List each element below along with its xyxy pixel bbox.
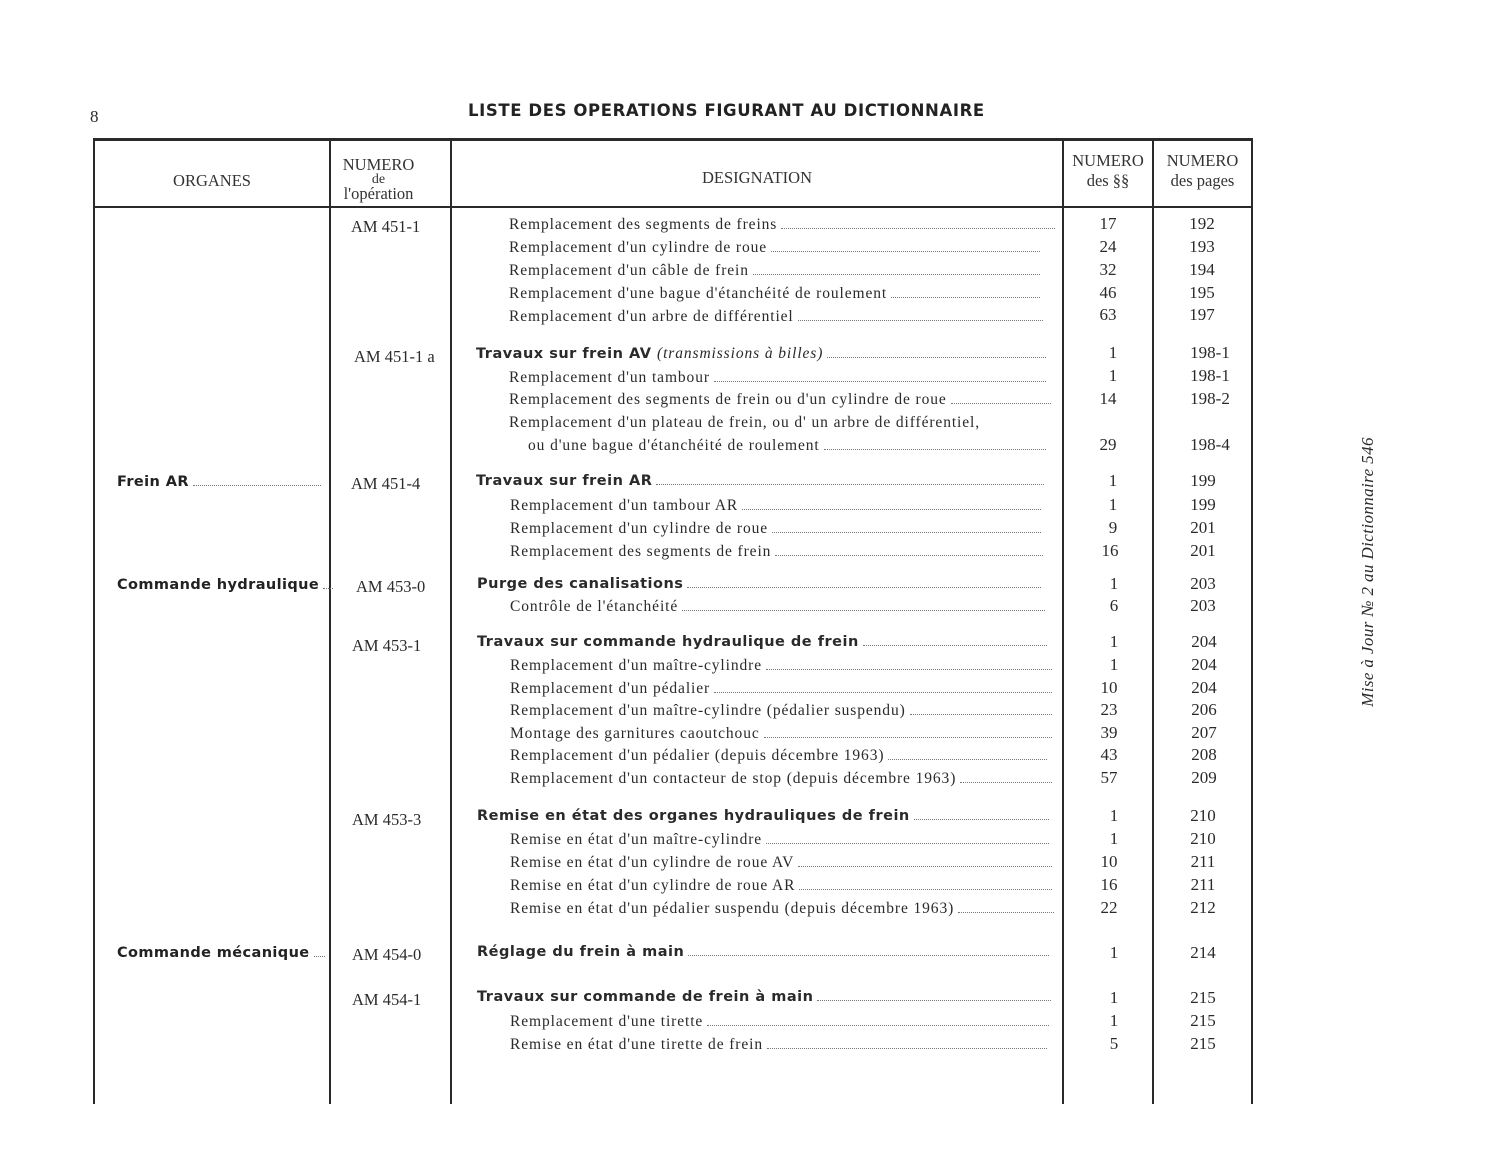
- designation: Remplacement d'un pédalier: [510, 680, 1052, 698]
- header-organes: ORGANES: [173, 171, 251, 190]
- table-top-border: [93, 138, 1253, 141]
- header-numero-operation-line2: de: [371, 172, 386, 187]
- page-reference: 194: [1189, 260, 1215, 279]
- designation: Remplacement d'un pédalier (depuis décembre 1963): [510, 747, 1047, 765]
- designation: Remplacement d'un tambour AR: [510, 497, 1041, 515]
- page-reference: 211: [1190, 852, 1216, 871]
- designation: Remplacement d'un maître-cylindre: [510, 657, 1052, 675]
- page-reference: 203: [1190, 574, 1216, 593]
- designation: Remplacement d'une bague d'étanchéité de roulement: [509, 285, 1040, 303]
- paragraph-number: 23: [1100, 700, 1118, 719]
- designation: Remplacement des segments de frein ou d'un cylindre de roue: [509, 391, 1051, 409]
- paragraph-number: 1: [1109, 574, 1119, 593]
- designation: Remplacement d'un tambour: [509, 369, 1046, 387]
- page-reference: 204: [1191, 632, 1217, 651]
- paragraph-number: 1: [1109, 943, 1119, 962]
- operation-number: AM 454-1: [352, 990, 422, 1009]
- page-reference: 209: [1191, 768, 1217, 787]
- header-designation: DESIGNATION: [702, 168, 812, 187]
- page-reference: 199: [1190, 495, 1216, 514]
- column-divider: [1251, 138, 1253, 1104]
- paragraph-number: 1: [1109, 632, 1119, 651]
- paragraph-number: 46: [1099, 283, 1117, 302]
- paragraph-number: 1: [1109, 655, 1119, 674]
- designation: Remise en état d'un cylindre de roue AR: [510, 877, 1052, 895]
- page-reference: 195: [1189, 283, 1215, 302]
- column-divider: [93, 138, 95, 1104]
- organ-label: Frein AR: [117, 474, 321, 490]
- paragraph-number: 29: [1099, 435, 1117, 454]
- header-numero-pages: [1154, 151, 1251, 191]
- designation: Travaux sur frein AV (transmissions à billes): [476, 345, 1046, 363]
- paragraph-number: 22: [1100, 898, 1118, 917]
- paragraph-number: 1: [1109, 988, 1119, 1007]
- paragraph-number: 16: [1100, 875, 1118, 894]
- paragraph-number: 1: [1108, 471, 1118, 490]
- paragraph-number: 24: [1099, 237, 1117, 256]
- header-numero-operation-line1: NUMERO: [342, 155, 415, 174]
- designation: Travaux sur commande hydraulique de frein: [477, 634, 1047, 650]
- page-number: 8: [90, 107, 99, 126]
- paragraph-number: 1: [1109, 806, 1119, 825]
- page-reference: 204: [1191, 678, 1217, 697]
- operation-number: AM 453-3: [352, 810, 422, 829]
- page-reference: 212: [1190, 898, 1216, 917]
- designation: Remplacement d'un contacteur de stop (depuis décembre 1963): [510, 770, 1052, 788]
- header-numero-paragraphs-line2: des §§: [1086, 171, 1130, 190]
- operation-number: AM 453-1: [352, 636, 422, 655]
- designation: Remise en état d'une tirette de frein: [510, 1036, 1047, 1054]
- header-numero-paragraphs: [1064, 151, 1152, 191]
- operation-number: AM 451-1 a: [354, 347, 435, 366]
- designation: Travaux sur commande de frein à main: [477, 989, 1051, 1005]
- paragraph-number: 6: [1109, 596, 1119, 615]
- designation: Remplacement d'un cylindre de roue: [510, 520, 1041, 538]
- page-reference: 201: [1190, 541, 1216, 560]
- page-reference: 192: [1189, 214, 1215, 233]
- page-reference: 210: [1190, 806, 1216, 825]
- designation: Remplacement d'un cylindre de roue: [509, 239, 1040, 257]
- column-divider: [450, 138, 452, 1104]
- paragraph-number: 16: [1101, 541, 1119, 560]
- paragraph-number: 57: [1100, 768, 1118, 787]
- header-numero-paragraphs-line1: NUMERO: [1072, 151, 1144, 170]
- designation: Remplacement d'un arbre de différentiel: [509, 308, 1043, 326]
- paragraph-number: 9: [1108, 518, 1118, 537]
- paragraph-number: 10: [1100, 678, 1118, 697]
- page-reference: 201: [1190, 518, 1216, 537]
- header-bottom-border: [93, 206, 1253, 208]
- page-reference: 215: [1190, 1034, 1216, 1053]
- page-reference: 199: [1190, 471, 1216, 490]
- designation: Purge des canalisations: [477, 576, 1041, 592]
- paragraph-number: 1: [1108, 366, 1118, 385]
- designation: Réglage du frein à main: [477, 944, 1049, 960]
- column-divider: [329, 138, 331, 1104]
- paragraph-number: 1: [1108, 495, 1118, 514]
- paragraph-number: 32: [1099, 260, 1117, 279]
- paragraph-number: 14: [1099, 389, 1117, 408]
- page-reference: 207: [1191, 723, 1217, 742]
- page-reference: 206: [1191, 700, 1217, 719]
- page-reference: 198-1: [1190, 343, 1230, 362]
- page-reference: 198-4: [1190, 435, 1230, 454]
- designation: Remplacement des segments de freins: [509, 216, 1055, 234]
- paragraph-number: 1: [1109, 829, 1119, 848]
- page-reference: 210: [1190, 829, 1216, 848]
- organ-label: Commande hydraulique: [117, 577, 325, 593]
- operation-number: AM 453-0: [356, 577, 426, 596]
- side-note: Mise à Jour № 2 au Dictionnaire 546: [1358, 437, 1377, 707]
- paragraph-number: 39: [1100, 723, 1118, 742]
- page-reference: 214: [1190, 943, 1216, 962]
- page-reference: 193: [1189, 237, 1215, 256]
- designation: Remise en état des organes hydrauliques de frein: [477, 808, 1049, 824]
- page-reference: 198-2: [1190, 389, 1230, 408]
- paragraph-number: 63: [1099, 305, 1117, 324]
- designation: Remplacement d'une tirette: [510, 1013, 1049, 1031]
- operation-number: AM 451-1: [351, 217, 421, 236]
- paragraph-number: 10: [1100, 852, 1118, 871]
- designation: Montage des garnitures caoutchouc: [510, 725, 1052, 743]
- paragraph-number: 1: [1109, 1011, 1119, 1030]
- paragraph-number: 17: [1099, 214, 1117, 233]
- operation-number: AM 451-4: [351, 474, 421, 493]
- designation: Remise en état d'un cylindre de roue AV: [510, 854, 1052, 872]
- page-title: LISTE DES OPERATIONS FIGURANT AU DICTIONNAIRE: [468, 101, 985, 120]
- designation: Remise en état d'un pédalier suspendu (depuis décembre 1963): [510, 900, 1054, 918]
- page-reference: 204: [1191, 655, 1217, 674]
- page-reference: 198-1: [1190, 366, 1230, 385]
- page-reference: 215: [1190, 988, 1216, 1007]
- header-numero-pages-line1: NUMERO: [1166, 151, 1239, 170]
- column-divider: [1062, 138, 1064, 1104]
- designation: Remplacement d'un câble de frein: [509, 262, 1040, 280]
- designation: Remplacement d'un plateau de frein, ou d' un arbre de différentiel,: [509, 414, 981, 431]
- header-numero-operation: [331, 155, 426, 204]
- page-reference: 197: [1189, 305, 1215, 324]
- paragraph-number: 1: [1108, 343, 1118, 362]
- designation: Contrôle de l'étanchéité: [510, 598, 1045, 616]
- paragraph-number: 43: [1100, 745, 1118, 764]
- operation-number: AM 454-0: [352, 945, 422, 964]
- header-numero-pages-line2: des pages: [1170, 171, 1235, 190]
- designation: Travaux sur frein AR: [476, 473, 1044, 489]
- header-numero-operation-line3: l'opération: [343, 184, 414, 203]
- designation: Remise en état d'un maître-cylindre: [510, 831, 1049, 849]
- paragraph-number: 5: [1109, 1034, 1119, 1053]
- designation: Remplacement des segments de frein: [510, 543, 1043, 561]
- organ-label: Commande mécanique: [117, 945, 325, 961]
- page-reference: 211: [1190, 875, 1216, 894]
- page-reference: 208: [1191, 745, 1217, 764]
- designation: ou d'une bague d'étanchéité de roulement: [528, 437, 1046, 455]
- page-reference: 215: [1190, 1011, 1216, 1030]
- designation: Remplacement d'un maître-cylindre (pédalier suspendu): [510, 702, 1052, 720]
- page-reference: 203: [1190, 596, 1216, 615]
